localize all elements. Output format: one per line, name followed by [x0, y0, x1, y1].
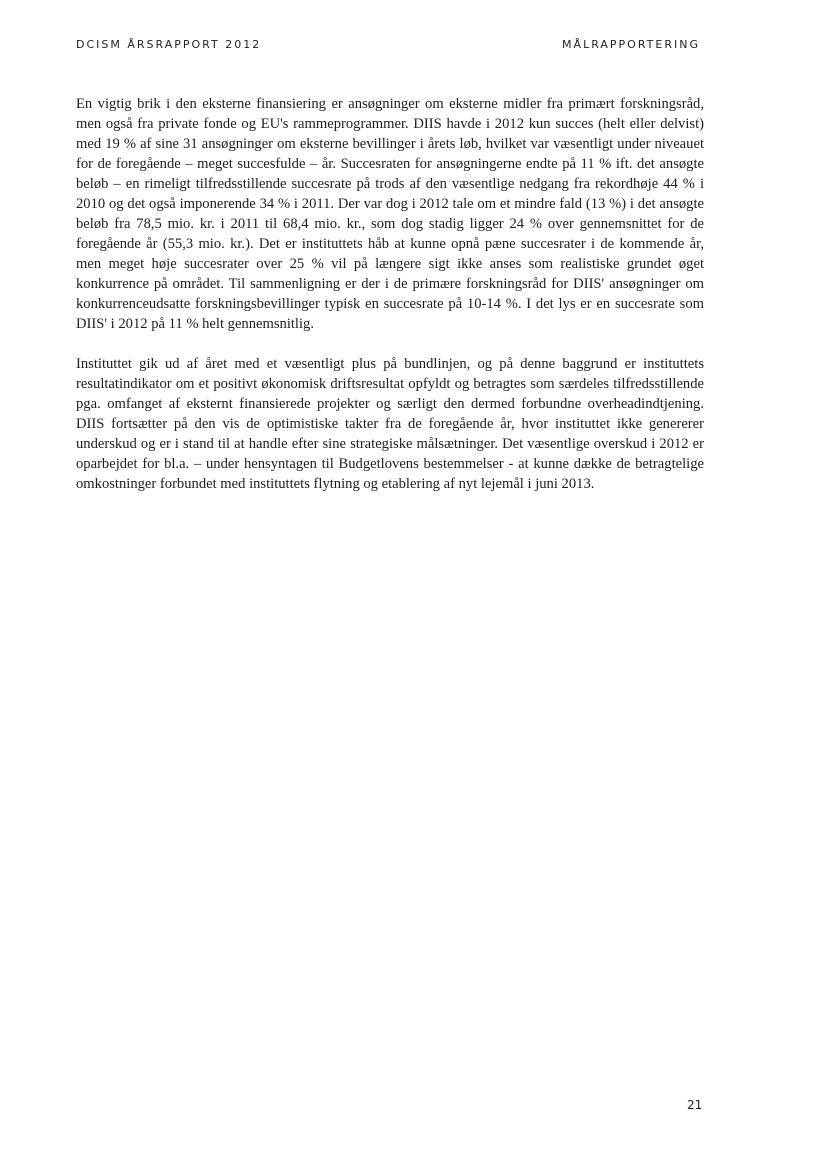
header-section-title: MÅLRAPPORTERING [562, 38, 700, 51]
page-number: 21 [687, 1098, 703, 1112]
running-header [76, 38, 700, 51]
paragraph-external-funding: En vigtig brik i den eksterne finansiering er ansøgninger om eksterne midler fra primært forskningsråd, men også fra private fonde og EU's rammeprogrammer. DIIS havde i 2012 kun succes (helt eller delvist) med 19 % af sine 31 ansøgninger om eksterne bevillinger i årets løb, hvilket var væsentligt under niveauet for de foregående – meget succesfulde – år. Succesraten for ansøgningerne endte på 11 % ift. det ansøgte beløb – en rimeligt tilfredsstillende succesrate på trods af den væsentlige nedgang fra rekordhøje 44 % i 2010 og det også imponerende 34 % i 2011. Der var dog i 2012 tale om et mindre fald (13 %) i det ansøgte beløb fra 78,5 mio. kr. i 2011 til 68,4 mio. kr., som dog stadig ligger 24 % over gennemsnittet for de foregående år (55,3 mio. kr.). Det er instituttets håb at kunne opnå pæne succesrater i de kommende år, men meget høje succesrater over 25 % vil på længere sigt ikke anses som realistiske grundet øget konkurrence på området. Til sammenligning er der i de primære forskningsråd for DIIS' ansøgninger om konkurrenceudsatte forskningsbevillinger typisk en succesrate på 10-14 %. I det lys er en succesrate som DIIS' i 2012 på 11 % helt gennemsnitlig. [76, 96, 704, 332]
body-text [76, 94, 704, 494]
header-report-title: DCISM ÅRSRAPPORT 2012 [76, 38, 262, 51]
paragraph-financial-result: Instituttet gik ud af året med et væsentligt plus på bundlinjen, og på denne baggrund er instituttets resultatindikator om et positivt økonomisk driftsresultat opfyldt og betragtes som særdeles tilfredsstillende pga. omfanget af eksternt finansierede projekter og særligt den dermed forbundne overheadindtjening. DIIS fortsætter på den vis de optimistiske takter fra de foregående år, hvor instituttet ikke genererer underskud og er i stand til at handle efter sine strategiske målsætninger. Det væsentlige overskud i 2012 er oparbejdet for bl.a. – under hensyntagen til Budgetlovens bestemmelser - at kunne dække de betragtelige omkostninger forbundet med instituttets flytning og etablering af nyt lejemål i juni 2013. [76, 356, 704, 492]
